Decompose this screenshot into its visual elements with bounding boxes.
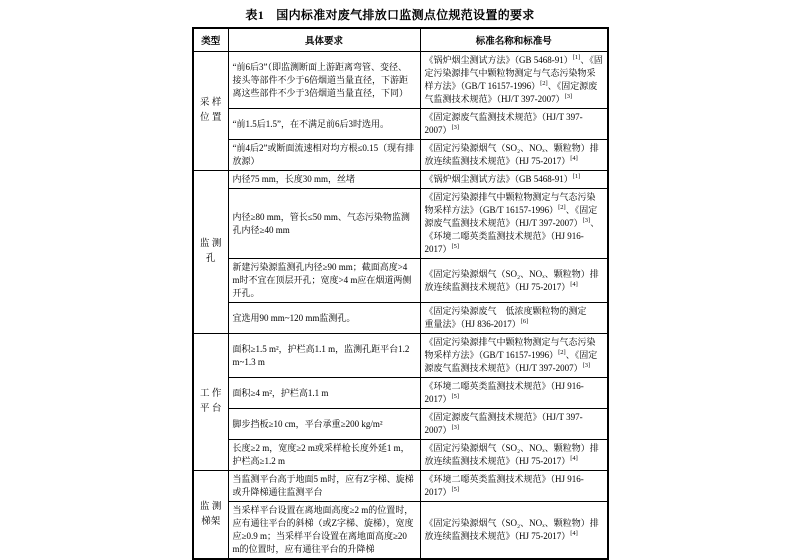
standard-cell: 《固定污染源排气中颗粒物测定与气态污染物采样方法》（GB/T 16157-1996）[2]、《固定源废气监测技术规范》（HJ/T 397-2007）[3]、《环境二噁英类监测技术规范》（HJ 916-2017）[5] [420, 189, 608, 259]
table-row [193, 471, 608, 502]
header-standard: 标准名称和标准号 [420, 28, 608, 52]
requirement-cell: “前4后2”或断面流速相对均方根≤0.15（现有排放源） [228, 140, 420, 171]
requirement-cell: 当监测平台高于地面5 m时，应有Z字梯、旋梯或升降梯通往监测平台 [228, 471, 420, 502]
table-row [193, 259, 608, 303]
standard-cell: 《固定污染源废气 低浓度颗粒物的测定 重量法》（HJ 836-2017）[6] [420, 303, 608, 334]
table-row [193, 303, 608, 334]
standard-cell: 《固定污染源烟气（SO₂、NOₓ、颗粒物）排放连续监测技术规范》（HJ 75-2017）[4] [420, 259, 608, 303]
table-row [193, 440, 608, 471]
type-cell: 监 测 孔 [193, 171, 228, 334]
standard-cell: 《环境二噁英类监测技术规范》（HJ 916-2017）[5] [420, 378, 608, 409]
table-row [193, 409, 608, 440]
table-row [193, 378, 608, 409]
table-row [193, 334, 608, 378]
type-cell: 采 样 位 置 [193, 52, 228, 171]
table-row [193, 171, 608, 189]
table-header-row [193, 28, 608, 52]
table-row [193, 109, 608, 140]
requirement-cell: 长度≥2 m，宽度≥2 m或采样枪长度外延1 m，护栏高≥1.2 m [228, 440, 420, 471]
standard-cell: 《固定污染源烟气（SO₂、NOₓ、颗粒物）排放连续监测技术规范》（HJ 75-2017）[4] [420, 502, 608, 560]
table-row [193, 140, 608, 171]
table-row [193, 189, 608, 259]
standard-cell: 《锅炉烟尘测试方法》（GB 5468-91）[1] [420, 171, 608, 189]
requirement-cell: 新建污染源监测孔内径≥90 mm；截面高度>4 m时不宜在顶层开孔；宽度>4 m应在烟道两侧开孔。 [228, 259, 420, 303]
type-cell: 监 测 梯架 [193, 471, 228, 560]
type-cell: 工 作 平 台 [193, 334, 228, 471]
table-row [193, 52, 608, 109]
standard-cell: 《环境二噁英类监测技术规范》（HJ 916-2017）[5] [420, 471, 608, 502]
standard-cell: 《固定污染源烟气（SO₂、NOₓ、颗粒物）排放连续监测技术规范》（HJ 75-2017）[4] [420, 440, 608, 471]
requirement-cell: 宜选用90 mm~120 mm监测孔。 [228, 303, 420, 334]
header-requirement: 具体要求 [228, 28, 420, 52]
standard-cell: 《锅炉烟尘测试方法》（GB 5468-91）[1]、《固定污染源排气中颗粒物测定与气态污染物采样方法》（GB/T 16157-1996）[2]、《固定源废气监测技术规范》（HJ/T 397-2007）[3] [420, 52, 608, 109]
standard-cell: 《固定源废气监测技术规范》（HJ/T 397-2007）[3] [420, 409, 608, 440]
requirement-cell: 脚步挡板≥10 cm，平台承重≥200 kg/m² [228, 409, 420, 440]
requirement-cell: 内径≥80 mm，管长≤50 mm、气态污染物监测孔内径≥40 mm [228, 189, 420, 259]
requirement-cell: 面积≥1.5 m²，护栏高1.1 m，监测孔距平台1.2 m~1.3 m [228, 334, 420, 378]
standard-cell: 《固定污染源排气中颗粒物测定与气态污染物采样方法》（GB/T 16157-1996）[2]、《固定源废气监测技术规范》（HJ/T 397-2007）[3] [420, 334, 608, 378]
header-type: 类型 [193, 28, 228, 52]
requirement-cell: 内径75 mm，长度30 mm，丝堵 [228, 171, 420, 189]
standard-cell: 《固定源废气监测技术规范》（HJ/T 397-2007）[3] [420, 109, 608, 140]
requirement-cell: 面积≥4 m²，护栏高1.1 m [228, 378, 420, 409]
requirement-cell: “前6后3”（即监测断面上游距离弯管、变径、接头等部件不少于6倍烟道当量直径，下游距离这些部件不少于3倍烟道当量直径，下同） [228, 52, 420, 109]
table-body [193, 52, 608, 560]
requirement-cell: 当采样平台设置在离地面高度≥2 m的位置时，应有通往平台的斜梯（或Z字梯、旋梯），宽度应≥0.9 m；当采样平台设置在离地面高度≥20 m的位置时，应有通往平台的升降梯 [228, 502, 420, 560]
table-row [193, 502, 608, 560]
standards-table [192, 27, 609, 560]
table-title: 表1 国内标准对废气排放口监测点位规范设置的要求 [245, 8, 535, 22]
standard-cell: 《固定污染源烟气（SO₂、NOₓ、颗粒物）排放连续监测技术规范》（HJ 75-2017）[4] [420, 140, 608, 171]
requirement-cell: “前1.5后1.5”，在不满足前6后3时选用。 [228, 109, 420, 140]
